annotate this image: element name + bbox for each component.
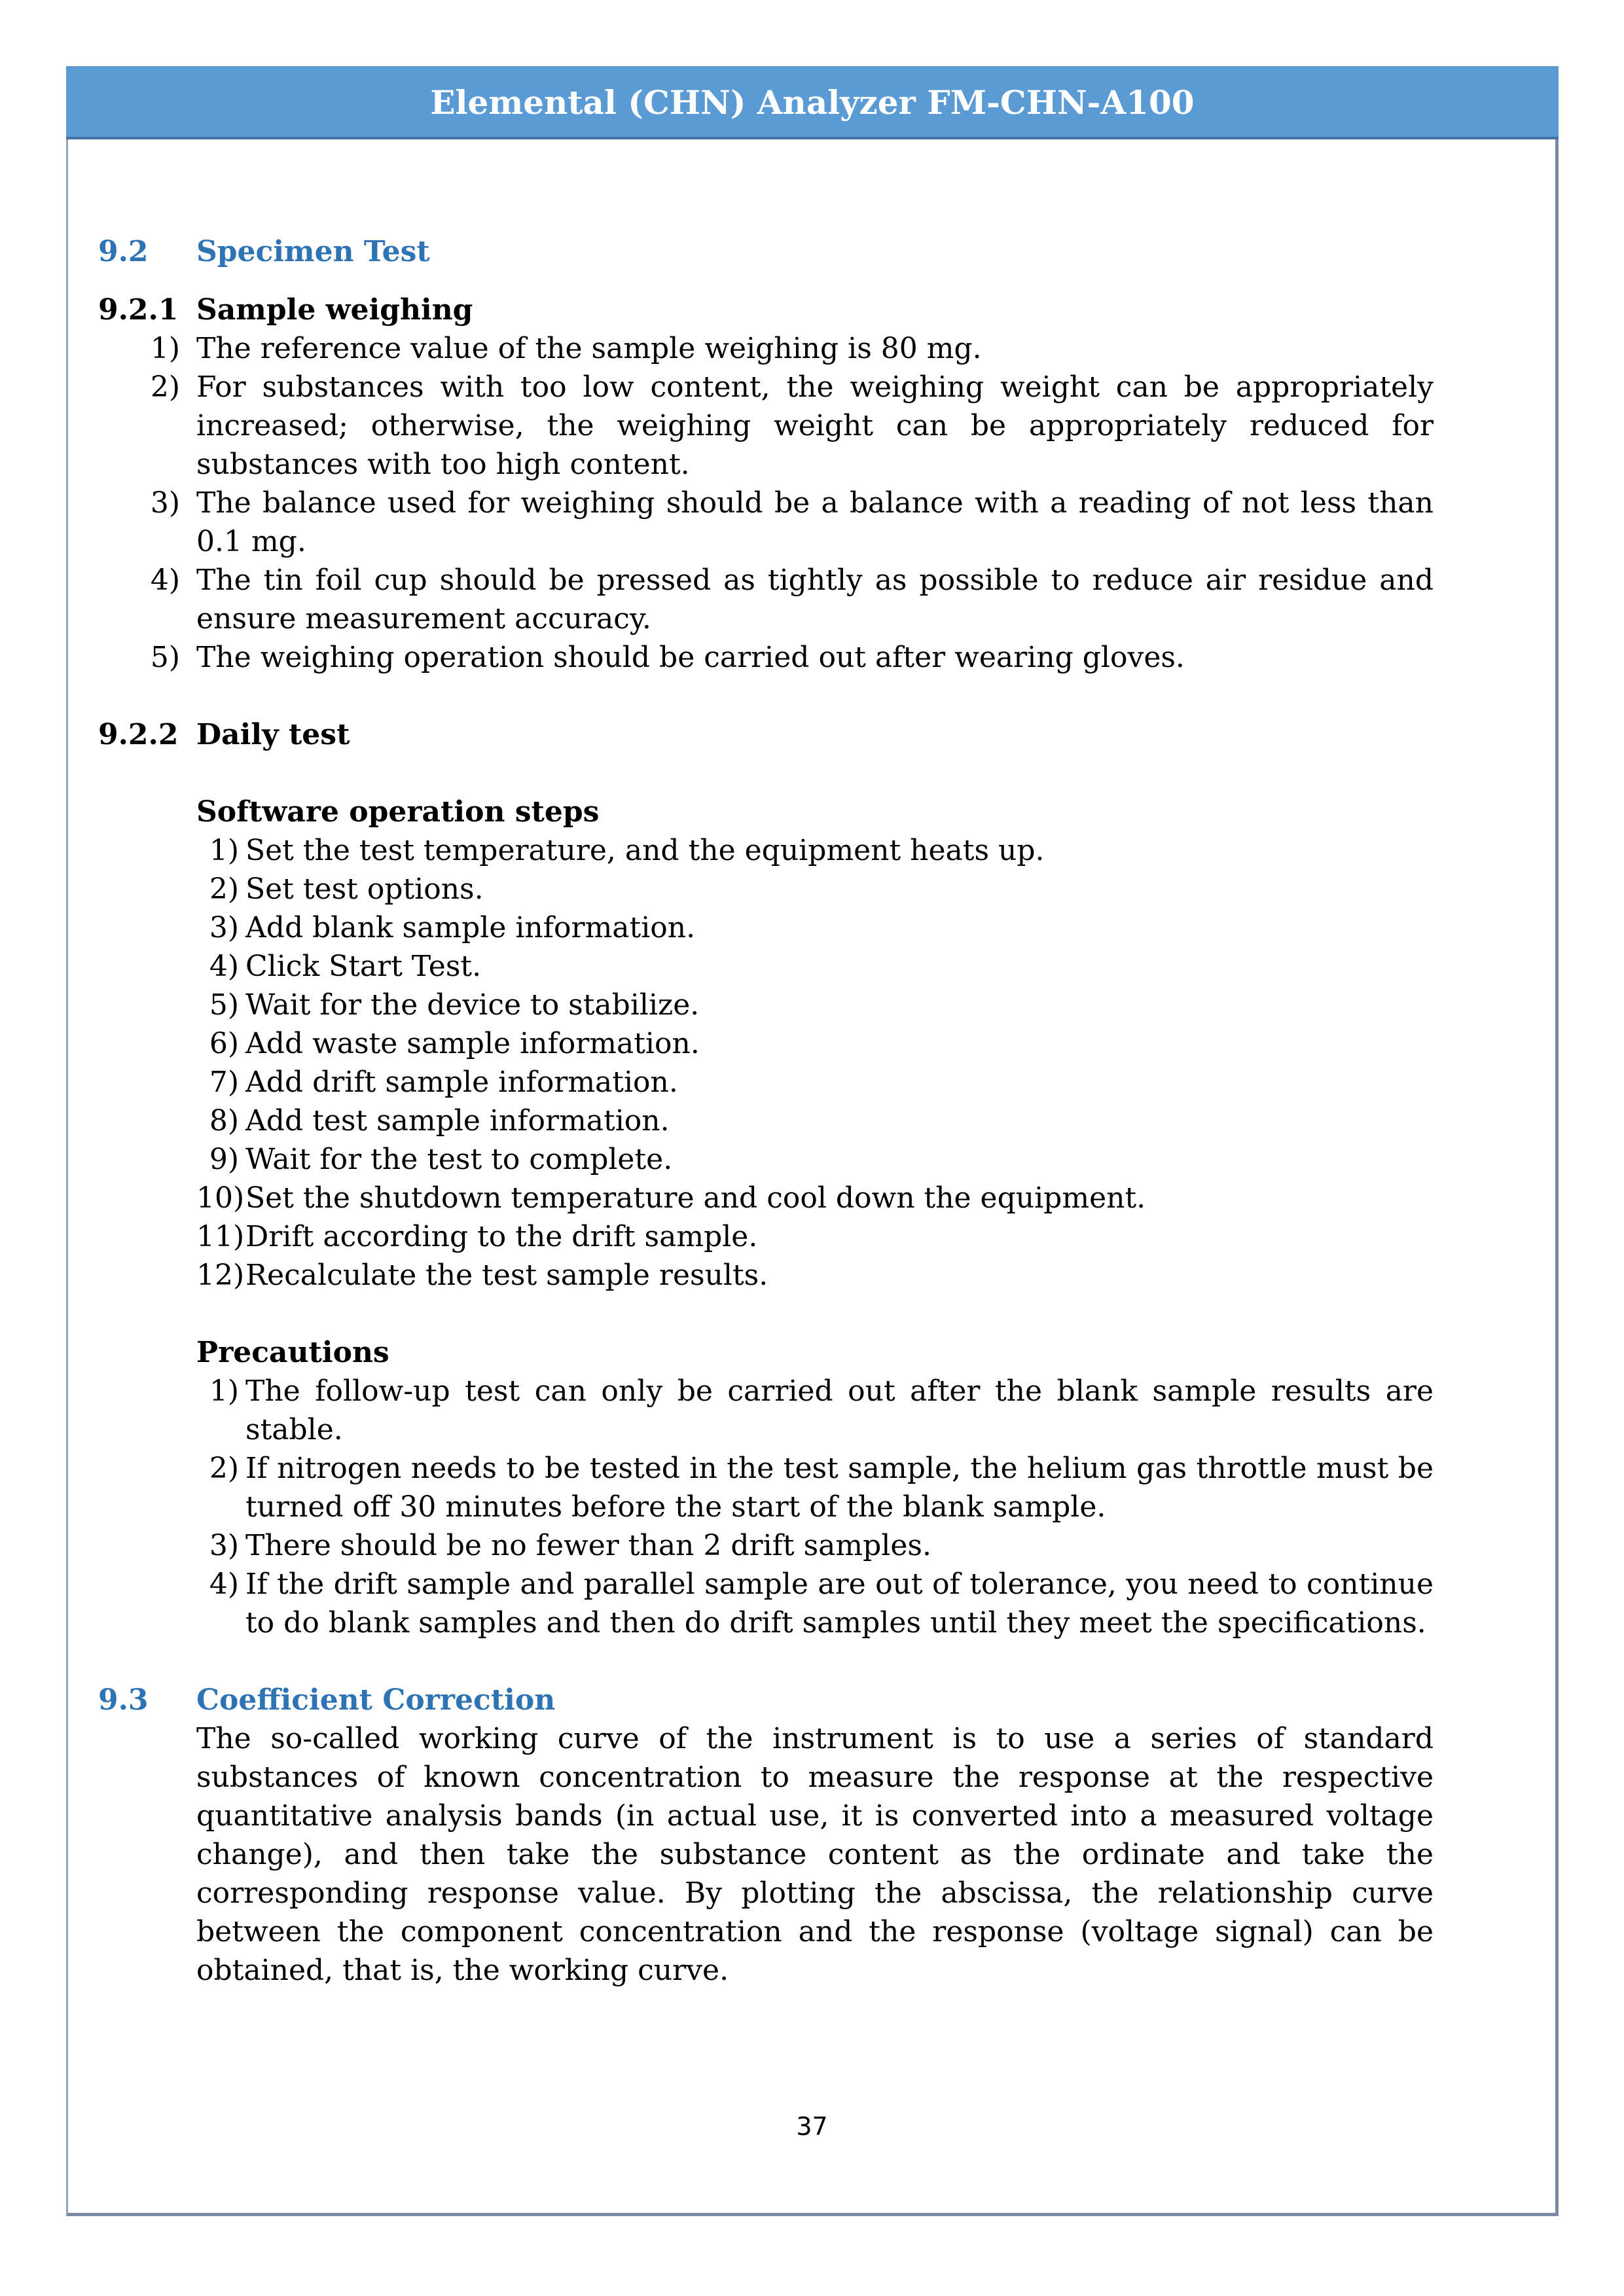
section-9-2-2-heading (98, 715, 1434, 754)
list-item: 1) The follow-up test can only be carried out after the blank sample results are stable. (209, 1374, 1434, 1446)
section-number: 9.2 (98, 235, 149, 268)
list-item: 4) If the drift sample and parallel sample are out of tolerance, you need to continue to do blank samples and then do drift samples until they meet the specifications. (209, 1568, 1434, 1640)
list-item: 9) Wait for the test to complete. (209, 1143, 673, 1176)
section-number: 9.3 (98, 1683, 149, 1717)
page-header: Elemental (CHN) Analyzer FM-CHN-A100 (66, 66, 1559, 139)
list-item: 7) Add drift sample information. (209, 1066, 678, 1099)
list-item: 1) Set the test temperature, and the equipment heats up. (209, 834, 1045, 867)
list-item: 2) Set test options. (209, 872, 484, 906)
software-steps-list (196, 831, 1434, 1295)
section-9-2-1-heading (98, 291, 1434, 329)
section-title: Coefficient Correction (196, 1683, 556, 1717)
list-item: 4) Click Start Test. (209, 950, 482, 983)
section-title: Daily test (196, 718, 350, 751)
section-title: Sample weighing (196, 293, 473, 327)
section-9-3-heading (98, 1681, 1434, 1719)
list-item: 3) There should be no fewer than 2 drift samples. (209, 1529, 931, 1562)
sample-weighing-list (150, 329, 1434, 677)
software-steps-heading: Software operation steps (196, 795, 600, 829)
list-item: 5) Wait for the device to stabilize. (209, 988, 700, 1022)
list-item: 3) The balance used for weighing should be a balance with a reading of not less than 0.1 mg. (150, 486, 1434, 558)
list-item: 1) The reference value of the sample weighing is 80 mg. (150, 332, 982, 365)
precautions-list (196, 1372, 1434, 1642)
page-number: 37 (796, 2112, 828, 2141)
list-item: 11) Drift according to the drift sample. (196, 1220, 758, 1253)
list-item: 4) The tin foil cup should be pressed as tightly as possible to reduce air residue and ensure measurement accuracy. (150, 564, 1434, 636)
section-number: 9.2.1 (98, 293, 179, 327)
list-item: 12) Recalculate the test sample results. (196, 1259, 768, 1292)
list-item: 3) Add blank sample information. (209, 911, 696, 944)
section-9-2-heading (98, 232, 1434, 271)
section-title: Specimen Test (196, 235, 430, 268)
list-item: 6) Add waste sample information. (209, 1027, 700, 1060)
list-item: 2) For substances with too low content, the weighing weight can be appropriately increased; otherwise, the weighing weight can be appropriately reduced for substances with too high content. (150, 370, 1434, 481)
precautions-heading: Precautions (196, 1336, 389, 1369)
list-item: 10) Set the shutdown temperature and cool down the equipment. (196, 1181, 1146, 1215)
list-item: 5) The weighing operation should be carried out after wearing gloves. (150, 641, 1185, 674)
section-number: 9.2.2 (98, 718, 179, 751)
list-item: 8) Add test sample information. (209, 1104, 670, 1138)
page-content (98, 232, 1434, 1990)
coefficient-correction-paragraph: The so-called working curve of the instrument is to use a series of standard substances of known concentration to measure the response at the respective quantitative analysis bands (in actual use, it is converted into a measured voltage change), and then take the substance content as the ordinate and take the corresponding response value. By plotting the abscissa, the relationship curve between the component concentration and the response (voltage signal) can be obtained, that is, the working curve. (196, 1722, 1434, 1987)
list-item: 2) If nitrogen needs to be tested in the test sample, the helium gas throttle must be turned off 30 minutes before the start of the blank sample. (209, 1452, 1434, 1524)
